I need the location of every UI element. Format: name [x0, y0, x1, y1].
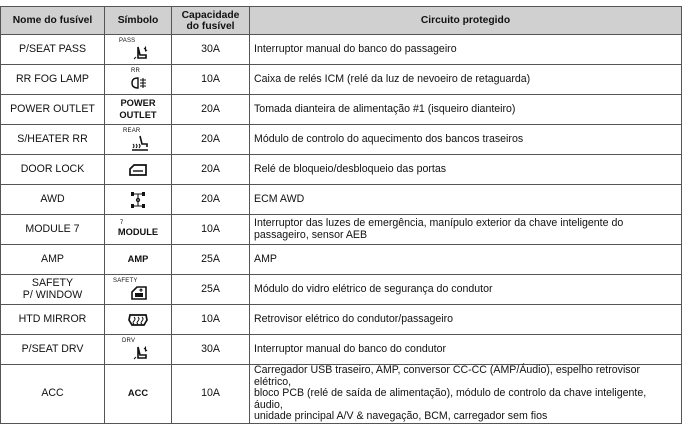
- fuse-symbol: [105, 155, 172, 185]
- header-capacity: [172, 7, 250, 35]
- symbol-tag: RR: [131, 67, 141, 74]
- symbol-tag: 7: [119, 220, 124, 227]
- fuse-symbol: [105, 95, 172, 125]
- power-window-icon: [130, 286, 148, 301]
- fuse-circuit: [250, 215, 682, 245]
- circuit-line: Interruptor das luzes de emergência, manípulo exterior da chave inteligente do: [254, 217, 624, 229]
- fuse-circuit: Módulo de controlo do aquecimento dos bancos traseiros: [250, 125, 682, 155]
- symbol-tag: PASS: [119, 37, 136, 44]
- header-circuit: Circuito protegido: [250, 7, 682, 35]
- header-capacity-line2: do fusível: [186, 20, 235, 32]
- fuse-circuit: Interruptor manual do banco do passageiro: [250, 35, 682, 65]
- table-row: [1, 65, 682, 95]
- fuse-name: DOOR LOCK: [1, 155, 105, 185]
- fuse-capacity: 30A: [172, 35, 250, 65]
- symbol-word-module: MODULE: [117, 227, 159, 238]
- symbol-word-outlet: OUTLET: [119, 109, 157, 120]
- table-row: [1, 335, 682, 365]
- fuse-name: AWD: [1, 185, 105, 215]
- fuse-circuit: Caixa de relés ICM (relé da luz de nevoeiro de retaguarda): [250, 65, 682, 95]
- fuse-table: [0, 6, 682, 424]
- symbol-word-acc: ACC: [127, 388, 149, 398]
- fuse-circuit: AMP: [250, 245, 682, 275]
- heated-mirror-icon: [127, 313, 149, 327]
- fuse-capacity: 10A: [172, 65, 250, 95]
- fuse-capacity: 20A: [172, 185, 250, 215]
- fuse-name: AMP: [1, 245, 105, 275]
- circuit-line: bloco PCB (relé de saída de alimentação), módulo de controlo da chave inteligente, áudio,: [254, 387, 647, 411]
- fuse-name: MODULE 7: [1, 215, 105, 245]
- table-row: [1, 245, 682, 275]
- fuse-capacity: 30A: [172, 335, 250, 365]
- table-row: [1, 185, 682, 215]
- awd-icon: [130, 191, 146, 209]
- fuse-symbol: [105, 215, 172, 245]
- fuse-name-line: SAFETY: [31, 277, 74, 289]
- fuse-symbol: [105, 305, 172, 335]
- table-header-row: [1, 7, 682, 35]
- symbol-word-amp: AMP: [127, 253, 149, 264]
- fuse-symbol: [105, 125, 172, 155]
- fuse-circuit: Retrovisor elétrico do condutor/passageiro: [250, 305, 682, 335]
- fuse-circuit: [250, 365, 682, 424]
- table-row: [1, 215, 682, 245]
- symbol-tag: REAR: [123, 127, 141, 134]
- fuse-circuit: ECM AWD: [250, 185, 682, 215]
- fuse-capacity: 10A: [172, 215, 250, 245]
- symbol-word-power: POWER: [120, 98, 156, 108]
- header-symbol: Símbolo: [105, 7, 172, 35]
- fuse-circuit: Relé de bloqueio/desbloqueio das portas: [250, 155, 682, 185]
- table-row: [1, 95, 682, 125]
- fuse-symbol: [105, 65, 172, 95]
- fuse-name: [1, 275, 105, 305]
- symbol-tag: SAFETY: [113, 277, 138, 284]
- fuse-symbol: [105, 35, 172, 65]
- seat-heater-icon: [130, 135, 150, 152]
- fuse-circuit: Tomada dianteira de alimentação #1 (isqueiro dianteiro): [250, 95, 682, 125]
- table-row: [1, 35, 682, 65]
- fuse-name: HTD MIRROR: [1, 305, 105, 335]
- fuse-capacity: 25A: [172, 275, 250, 305]
- fuse-name: P/SEAT DRV: [1, 335, 105, 365]
- seat-icon: [133, 345, 149, 361]
- symbol-tag: DRV: [122, 337, 136, 344]
- fuse-symbol: [105, 245, 172, 275]
- header-capacity-line1: Capacidade: [181, 9, 240, 21]
- fuse-circuit: Módulo do vidro elétrico de segurança do condutor: [250, 275, 682, 305]
- header-fuse-name: Nome do fusível: [1, 7, 105, 35]
- door-lock-icon: [128, 163, 148, 177]
- circuit-line: Carregador USB traseiro, AMP, conversor CC-CC (AMP/Áudio), espelho retrovisor elétrico,: [254, 364, 641, 388]
- fuse-capacity: 20A: [172, 95, 250, 125]
- fuse-capacity: 25A: [172, 245, 250, 275]
- circuit-line: passageiro, sensor AEB: [254, 228, 368, 241]
- fuse-name: RR FOG LAMP: [1, 65, 105, 95]
- fuse-name-line: P/ WINDOW: [22, 288, 83, 301]
- fuse-capacity: 10A: [172, 365, 250, 424]
- fuse-name: P/SEAT PASS: [1, 35, 105, 65]
- fuse-name: ACC: [1, 365, 105, 424]
- fuse-capacity: 20A: [172, 125, 250, 155]
- table-row: [1, 365, 682, 424]
- fuse-symbol: [105, 335, 172, 365]
- fog-lamp-icon: [129, 76, 149, 90]
- table-row: [1, 125, 682, 155]
- fuse-capacity: 10A: [172, 305, 250, 335]
- fuse-circuit: Interruptor manual do banco do condutor: [250, 335, 682, 365]
- seat-icon: [133, 45, 149, 61]
- table-row: [1, 155, 682, 185]
- fuse-name: POWER OUTLET: [1, 95, 105, 125]
- table-row: [1, 275, 682, 305]
- fuse-symbol: [105, 185, 172, 215]
- fuse-capacity: 20A: [172, 155, 250, 185]
- fuse-symbol: [105, 275, 172, 305]
- fuse-name: S/HEATER RR: [1, 125, 105, 155]
- circuit-line: unidade principal A/V & navegação, BCM, carregador sem fios: [254, 410, 548, 422]
- table-row: [1, 305, 682, 335]
- fuse-symbol: [105, 365, 172, 424]
